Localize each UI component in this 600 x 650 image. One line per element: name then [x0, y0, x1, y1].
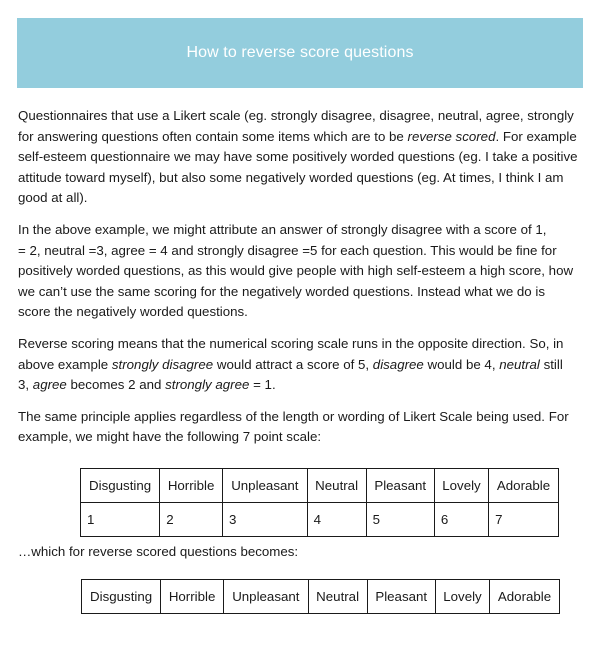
text-line: In the above example, we might attribute an answer of strongly disagree with a score of 1,	[18, 221, 547, 237]
text-line: Questionnaires that use a Likert scale (eg. strongly disagree, disagree, neutral, agree, strongly	[18, 108, 574, 123]
table-row	[82, 580, 560, 614]
text-line: score the negatively worded questions.	[18, 304, 248, 320]
text-span: for answering questions often contain some items which are to be	[18, 128, 408, 144]
table-cell: Pleasant	[367, 580, 435, 614]
text-span: becomes 2 and	[66, 377, 166, 393]
table-cell: Unpleasant	[223, 469, 308, 503]
text-line: positively worded questions, as this would give people with high self-esteem a high score, how	[18, 263, 574, 279]
table-cell: 3	[223, 503, 308, 537]
table-cell: Lovely	[435, 580, 489, 614]
table-cell: Pleasant	[366, 469, 434, 503]
text-span: still	[539, 356, 563, 372]
text-line	[18, 127, 593, 148]
emphasis-text: disagree	[372, 356, 424, 372]
text-line: good at all).	[18, 190, 88, 206]
text-span: = 1.	[249, 377, 276, 393]
page-title: How to reverse score questions	[186, 44, 414, 61]
text-span: would attract a score of 5,	[213, 356, 373, 372]
table-cell: 1	[81, 503, 160, 537]
table-cell: Neutral	[308, 580, 367, 614]
text-line: we can’t use the same scoring for the negatively worded questions. Instead what we do is	[18, 283, 545, 299]
text-line: self-esteem questionnaire we may have some positively worded questions (eg. I take a positive	[18, 149, 578, 165]
table-cell: 2	[160, 503, 223, 537]
paragraph-reverse-scoring	[18, 334, 593, 396]
text-line	[18, 375, 593, 396]
table-cell: Lovely	[434, 469, 488, 503]
seven-point-scale-table	[80, 468, 559, 537]
table-cell: Adorable	[490, 580, 560, 614]
table-cell: Unpleasant	[224, 580, 309, 614]
text-line: attitude toward myself), but also some negatively worded questions (eg. At times, I think I am	[18, 169, 564, 185]
transition-text: …which for reverse scored questions becomes:	[18, 544, 299, 559]
table-cell: Horrible	[160, 469, 223, 503]
emphasis-text: reverse scored	[407, 128, 496, 144]
table-cell: Disgusting	[81, 469, 160, 503]
emphasis-text: agree	[32, 377, 67, 393]
table-row	[81, 469, 559, 503]
text-span: 3,	[18, 377, 33, 393]
paragraph-scoring-example	[18, 220, 593, 323]
table-cell: Adorable	[489, 469, 559, 503]
text-line: = 2, neutral =3, agree = 4 and strongly disagree =5 for each question. This would be fine for	[18, 242, 557, 258]
title-banner	[17, 18, 583, 88]
table-cell: 5	[366, 503, 434, 537]
text-span: . For example	[495, 128, 577, 144]
text-span: would be 4,	[423, 356, 500, 372]
paragraph-likert-intro	[18, 106, 593, 209]
emphasis-text: neutral	[499, 356, 540, 372]
text-line: The same principle applies regardless of the length or wording of Likert Scale being used. For	[18, 408, 569, 424]
table-cell: 7	[489, 503, 559, 537]
table-cell: 6	[434, 503, 488, 537]
document-body	[18, 106, 593, 459]
table-row	[81, 503, 559, 537]
emphasis-text: strongly agree	[165, 377, 250, 393]
reverse-scale-table	[81, 579, 560, 614]
table-cell: 4	[307, 503, 366, 537]
table-cell: Neutral	[307, 469, 366, 503]
text-span: above example	[18, 356, 112, 372]
paragraph-seven-point-scale	[18, 407, 593, 448]
text-line: Reverse scoring means that the numerical scoring scale runs in the opposite direction. So, in	[18, 335, 564, 351]
emphasis-text: strongly disagree	[111, 356, 214, 372]
table-cell: Disgusting	[82, 580, 161, 614]
table-cell: Horrible	[161, 580, 224, 614]
text-line	[18, 355, 593, 376]
text-line: example, we might have the following 7 point scale:	[18, 429, 322, 445]
